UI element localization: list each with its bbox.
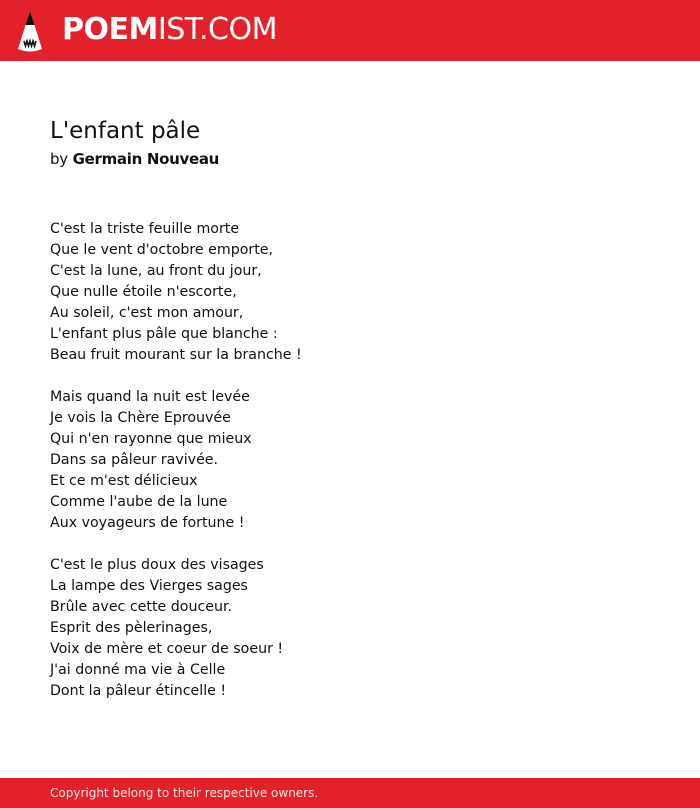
poem-line: J'ai donné ma vie à Celle bbox=[50, 662, 226, 678]
pencil-icon[interactable] bbox=[17, 10, 43, 52]
poem-line: C'est la lune, au front du jour, bbox=[50, 263, 262, 279]
stanza bbox=[50, 555, 670, 702]
poem-line: Je vois la Chère Eprouvée bbox=[50, 410, 231, 426]
footer-copyright: Copyright belong to their respective owners. bbox=[50, 786, 319, 800]
byline bbox=[50, 149, 219, 169]
poem-line: Que le vent d'octobre emporte, bbox=[50, 242, 274, 258]
poem-line: Dans sa pâleur ravivée. bbox=[50, 452, 219, 468]
poem-line: La lampe des Vierges sages bbox=[50, 578, 248, 594]
poem-line: C'est la triste feuille morte bbox=[50, 221, 240, 237]
poem-line: Voix de mère et coeur de soeur ! bbox=[50, 641, 284, 657]
poem-line: Aux voyageurs de fortune ! bbox=[50, 515, 245, 531]
poem-line: Brûle avec cette douceur. bbox=[50, 599, 232, 615]
poem-line: Beau fruit mourant sur la branche ! bbox=[50, 347, 302, 363]
poem-line: Mais quand la nuit est levée bbox=[50, 389, 250, 405]
brand-bold-text: POEM bbox=[62, 12, 158, 47]
author-name[interactable]: Germain Nouveau bbox=[72, 150, 220, 168]
poem-line: Au soleil, c'est mon amour, bbox=[50, 305, 244, 321]
stanza bbox=[50, 219, 670, 366]
byline-prefix: by bbox=[50, 150, 68, 168]
poem-line: Que nulle étoile n'escorte, bbox=[50, 284, 237, 300]
poem-line: Qui n'en rayonne que mieux bbox=[50, 431, 252, 447]
poem-line: Et ce m'est délicieux bbox=[50, 473, 198, 489]
brand-light-text: IST.COM bbox=[157, 12, 277, 47]
site-logo-text[interactable] bbox=[62, 12, 277, 48]
poem-title: L'enfant pâle bbox=[50, 118, 201, 144]
poem-line: Comme l'aube de la lune bbox=[50, 494, 228, 510]
poem-body bbox=[50, 219, 670, 723]
poem-line: Dont la pâleur étincelle ! bbox=[50, 683, 227, 699]
poem-line: C'est le plus doux des visages bbox=[50, 557, 264, 573]
site-header bbox=[0, 0, 700, 61]
poem-line: L'enfant plus pâle que blanche : bbox=[50, 326, 278, 342]
site-footer bbox=[0, 778, 700, 808]
stanza bbox=[50, 387, 670, 534]
poem-line: Esprit des pèlerinages, bbox=[50, 620, 213, 636]
